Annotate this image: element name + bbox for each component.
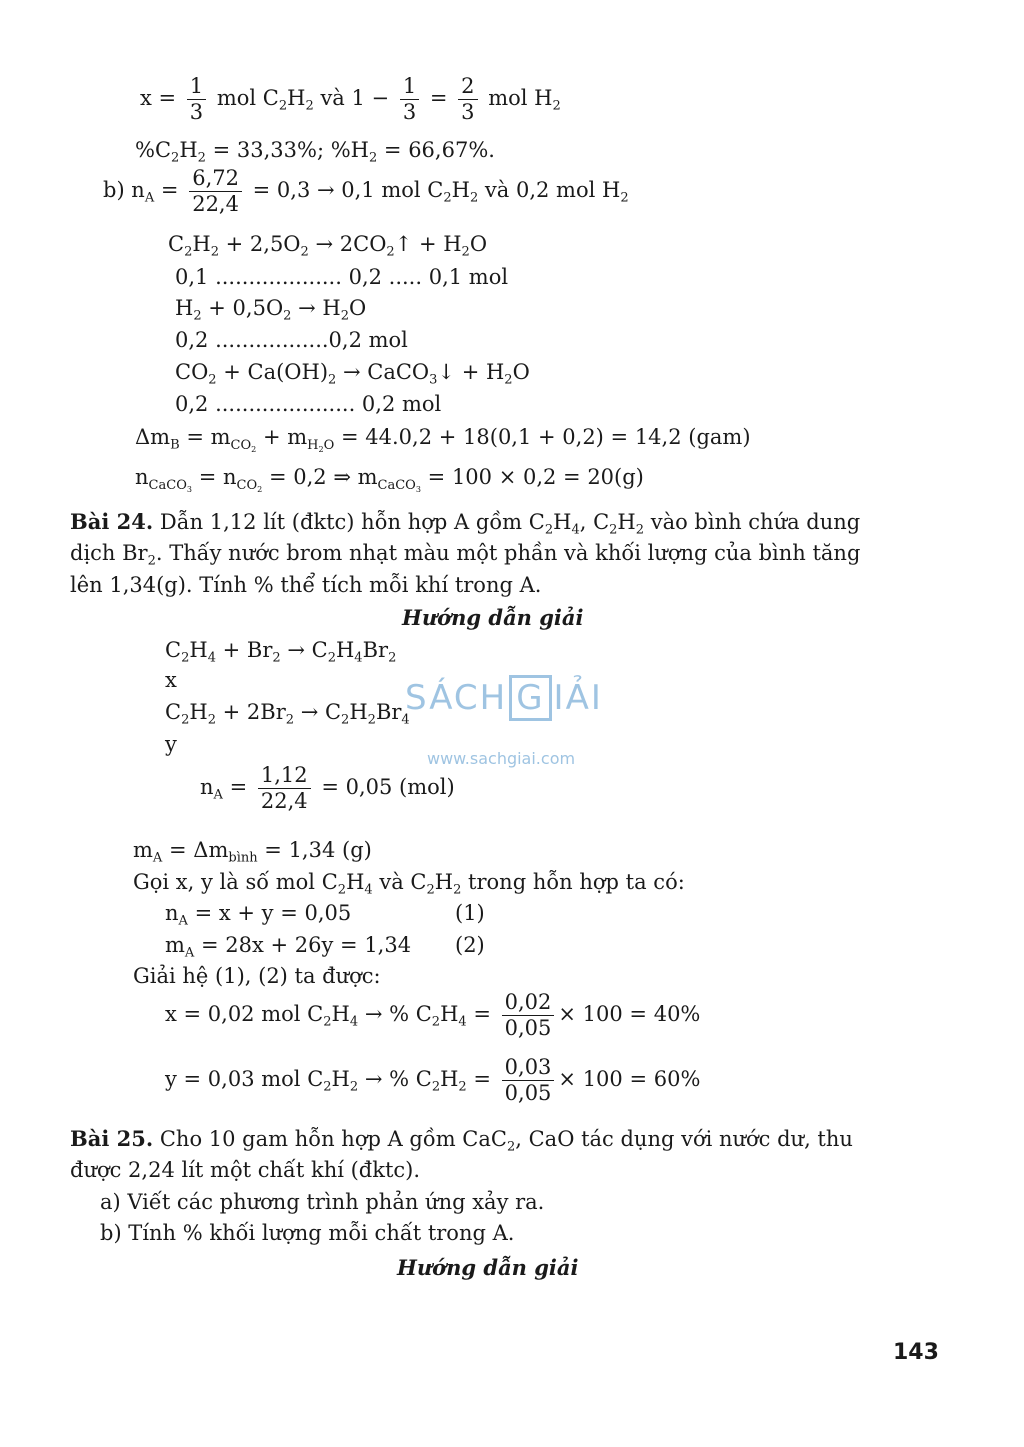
solution-heading: Hướng dẫn giải bbox=[402, 605, 584, 630]
line-goi-x-y: Gọi x, y là số mol $C_2H_4$ và $C_2H_2$ trong hỗn hợp ta có: bbox=[133, 870, 685, 898]
watermark bbox=[405, 675, 620, 775]
fraction: $\frac{2}{3}$ bbox=[458, 76, 477, 123]
reaction-c2h2-bromine: $C_2H_2 + 2Br_2 \to C_2H_2Br_4$ bbox=[165, 700, 410, 728]
var-y: y bbox=[165, 732, 177, 756]
fraction: $\frac{1,12}{22,4}$ bbox=[258, 765, 311, 812]
exercise-25-part-b: b) Tính % khối lượng mỗi chất trong A. bbox=[100, 1221, 515, 1245]
watermark-url: www.sachgiai.com bbox=[427, 749, 576, 768]
exercise-24-line-3: lên 1,34(g). Tính % thể tích mỗi khí trong A. bbox=[70, 573, 542, 597]
fraction: $\frac{1}{3}$ bbox=[400, 76, 419, 123]
var-x: x bbox=[165, 668, 177, 692]
reaction-h2-combustion: $H_2 + 0,5O_2 \to H_2O$ bbox=[175, 296, 367, 324]
line-x-result: x = 0,02 mol $C_2H_4$ → % $C_2H_4$ = $\frac{0,02}{0,05}$ × 100 = 40% bbox=[165, 990, 701, 1040]
exercise-24-title: Bài 24. bbox=[70, 509, 154, 534]
equation-1-label: (1) bbox=[455, 901, 485, 925]
equation-1: $n_A = x + y = 0,05$ bbox=[165, 901, 352, 929]
line-m-a: $m_A = \Delta m_{bình} = 1,34$ (g) bbox=[133, 838, 372, 866]
page-number: 143 bbox=[893, 1340, 939, 1365]
line-part-b: b) $n_A$ = $\frac{6,72}{22,4}$ = 0,3 → 0,1 mol $C_2H_2$ và 0,2 mol $H_2$ bbox=[103, 166, 629, 216]
solution-heading: Hướng dẫn giải bbox=[397, 1255, 579, 1280]
line-x-mol: x = $\frac{1}{3}$ mol $C_2H_2$ và 1 − $\frac{1}{3}$ = $\frac{2}{3}$ mol $H_2$ bbox=[140, 74, 561, 124]
exercise-25-line-2: được 2,24 lít một chất khí (đktc). bbox=[70, 1158, 421, 1182]
equation-2-label: (2) bbox=[455, 933, 485, 957]
fraction: $\frac{1}{3}$ bbox=[187, 76, 206, 123]
exercise-24-line-2: dịch $Br_2$. Thấy nước brom nhạt màu một phần và khối lượng của bình tăng bbox=[70, 541, 861, 569]
line-mol-ratio: 0,2 ..................... 0,2 mol bbox=[175, 392, 442, 416]
reaction-co2-limewater: $CO_2 + Ca(OH)_2$ → CaCO$_3$↓ + $H_2O$ bbox=[175, 360, 530, 388]
fraction: $\frac{0,03}{0,05}$ bbox=[502, 1057, 555, 1104]
exercise-25-line-1: Bài 25. Cho 10 gam hỗn hợp A gồm CaC$_2$, CaO tác dụng với nước dư, thu bbox=[70, 1126, 853, 1155]
line-y-result: y = 0,03 mol $C_2H_2$ → % $C_2H_2$ = $\frac{0,03}{0,05}$ × 100 = 60% bbox=[165, 1055, 701, 1105]
equation-2: $m_A = 28x + 26y = 1,34$ bbox=[165, 933, 412, 961]
fraction: $\frac{6,72}{22,4}$ bbox=[189, 168, 242, 215]
fraction: $\frac{0,02}{0,05}$ bbox=[502, 992, 555, 1039]
line-percent: $\%C_2H_2 = 33,33\%$; $\%H_2 = 66,67\%$. bbox=[135, 138, 495, 166]
exercise-25-title: Bài 25. bbox=[70, 1126, 154, 1151]
line-caco3-mass: $n_{CaCO_3} = n_{CO_2} = 0,2$ ⇒ $m_{CaCO_3} = 100 \times 0,2 = 20(g)$ bbox=[135, 465, 644, 494]
exercise-24-line-1: Bài 24. Dẫn 1,12 lít (đktc) hỗn hợp A gồm $C_2H_4$, $C_2H_2$ vào bình chứa dung bbox=[70, 509, 861, 538]
line-delta-mass: $\Delta m_B = m_{CO_2} + m_{H_2O} = 44.0,2 + 18(0,1 + 0,2) = 14,2$ (gam) bbox=[135, 425, 751, 454]
line-mol-ratio: 0,2 .................0,2 mol bbox=[175, 328, 408, 352]
exercise-25-part-a: a) Viết các phương trình phản ứng xảy ra. bbox=[100, 1190, 545, 1214]
reaction-c2h4-bromine: $C_2H_4 + Br_2 \to C_2H_4Br_2$ bbox=[165, 638, 397, 666]
watermark-logo: SÁCH G IẢI bbox=[405, 675, 603, 721]
reaction-c2h2-combustion: $C_2H_2 + 2,5O_2$ → $2CO_2↑ + H_2O$ bbox=[168, 232, 488, 260]
line-mol-ratio: 0,1 ................... 0,2 ..... 0,1 mol bbox=[175, 265, 509, 289]
line-n-a: $n_A$ = $\frac{1,12}{22,4}$ = 0,05 (mol) bbox=[200, 763, 455, 813]
line-solve-system: Giải hệ (1), (2) ta được: bbox=[133, 964, 381, 988]
